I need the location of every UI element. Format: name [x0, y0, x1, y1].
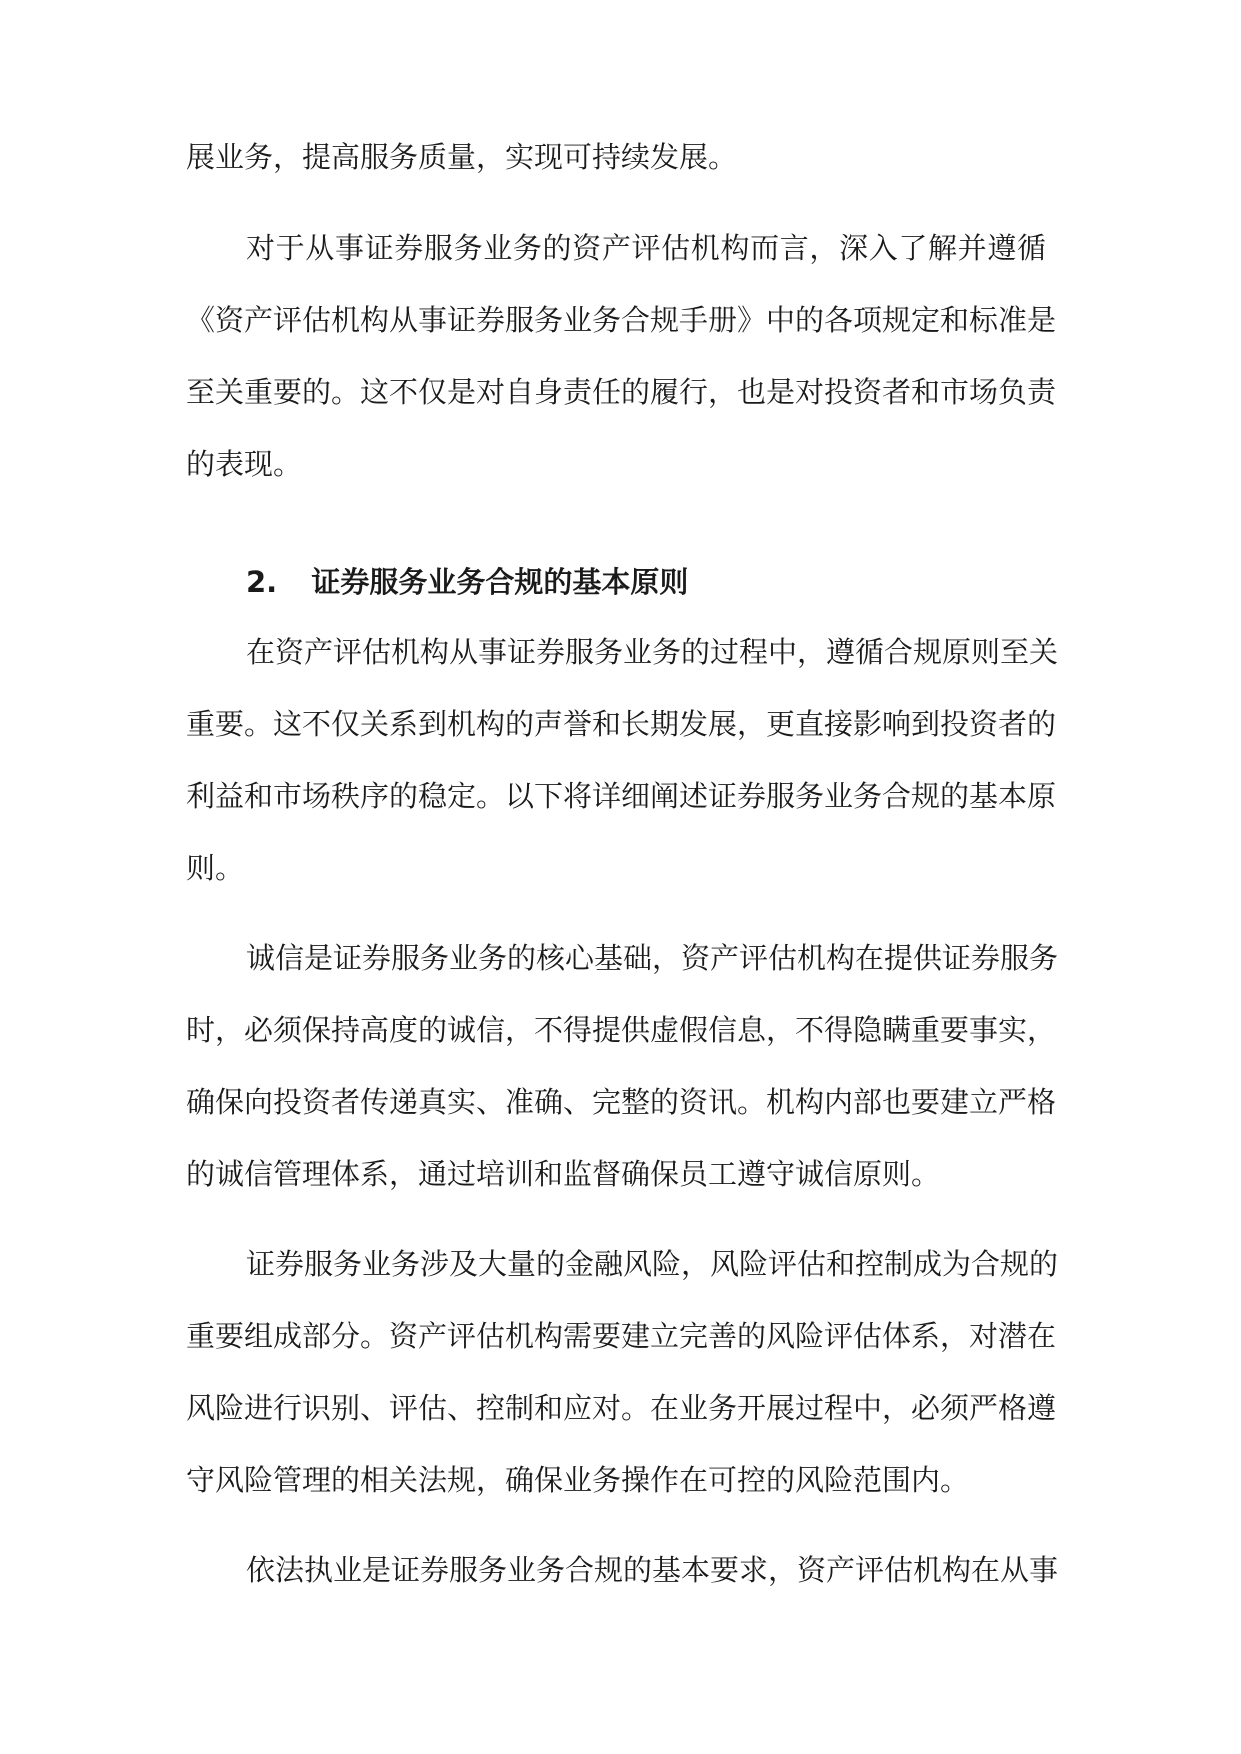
- paragraph-line: 时，必须保持高度的诚信，不得提供虚假信息，不得隐瞒重要事实，: [186, 1013, 1057, 1047]
- paragraph-line: 重要。这不仅关系到机构的声誉和长期发展，更直接影响到投资者的: [186, 707, 1057, 741]
- paragraph-line: 的表现。: [186, 447, 303, 481]
- paragraph-line: 重要组成部分。资产评估机构需要建立完善的风险评估体系，对潜在: [186, 1319, 1057, 1353]
- paragraph-line: 确保向投资者传递真实、准确、完整的资讯。机构内部也要建立严格: [186, 1085, 1057, 1119]
- section-title: 证券服务业务合规的基本原则: [311, 565, 689, 599]
- paragraph-line: 《资产评估机构从事证券服务业务合规手册》中的各项规定和标准是: [186, 303, 1057, 337]
- paragraph-line: 风险进行识别、评估、控制和应对。在业务开展过程中，必须严格遵: [186, 1391, 1057, 1425]
- paragraph-line: 对于从事证券服务业务的资产评估机构而言，深入了解并遵循: [246, 231, 1046, 265]
- paragraph-line: 依法执业是证券服务业务合规的基本要求，资产评估机构在从事: [246, 1553, 1059, 1587]
- paragraph-line: 诚信是证券服务业务的核心基础，资产评估机构在提供证券服务: [246, 941, 1059, 975]
- paragraph-line: 在资产评估机构从事证券服务业务的过程中，遵循合规原则至关: [246, 635, 1059, 669]
- section-number: 2.: [246, 565, 278, 599]
- paragraph-line: 至关重要的。这不仅是对自身责任的履行，也是对投资者和市场负责: [186, 375, 1057, 409]
- paragraph-line: 守风险管理的相关法规，确保业务操作在可控的风险范围内。: [186, 1463, 970, 1497]
- paragraph-line: 证券服务业务涉及大量的金融风险，风险评估和控制成为合规的: [246, 1247, 1059, 1281]
- section-heading: [246, 562, 688, 602]
- paragraph-line: 的诚信管理体系，通过培训和监督确保员工遵守诚信原则。: [186, 1157, 941, 1191]
- paragraph-line: 展业务，提高服务质量，实现可持续发展。: [186, 140, 738, 174]
- paragraph-line: 则。: [186, 851, 245, 885]
- paragraph-line: 利益和市场秩序的稳定。以下将详细阐述证券服务业务合规的基本原: [186, 779, 1057, 813]
